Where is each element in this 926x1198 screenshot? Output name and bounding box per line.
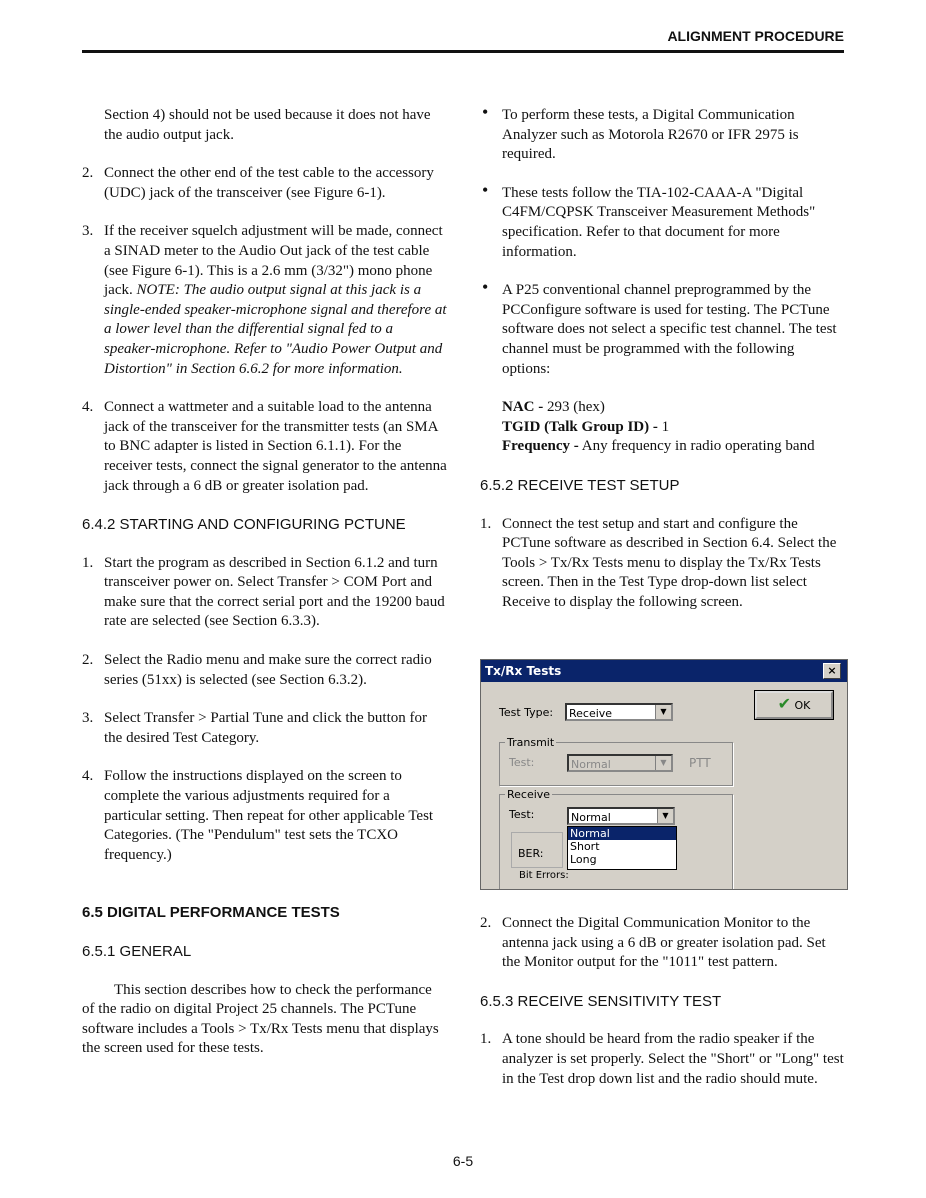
item-number: 2.: [480, 915, 492, 931]
page-number: 6-5: [452, 1153, 474, 1169]
list-item: [82, 651, 447, 690]
item-text: Connect the Digital Communication Monitor to the antenna jack using a 6 dB or greater isolation pad. Set the Monitor output for the "1011" test pattern.: [502, 915, 826, 971]
right-column-lower: [480, 914, 845, 1108]
bit-errors-label: Bit Errors:: [519, 870, 569, 881]
left-column: [82, 106, 447, 1059]
list-item: [82, 709, 447, 748]
txrx-tests-dialog: [480, 659, 848, 890]
item-number: 2.: [82, 652, 94, 669]
section-heading-642: 6.4.2 STARTING AND CONFIGURING PCTUNE: [82, 516, 406, 534]
item-number: 4.: [82, 399, 94, 416]
test-type-label: Test Type:: [499, 706, 554, 719]
ok-button[interactable]: [755, 691, 833, 719]
receive-test-value: Normal: [571, 811, 611, 824]
bullet-text: These tests follow the TIA-102-CAAA-A "Digital C4FM/CQPSK Transceiver Measurement Methods" specification. Refer to that document for more information.: [502, 184, 816, 260]
list-item: [480, 515, 845, 613]
chevron-down-icon[interactable]: ▼: [655, 756, 671, 770]
item-number: 1.: [82, 554, 94, 571]
option-value: 293 (hex): [547, 399, 605, 416]
item-text: Select Transfer > Partial Tune and click the button for the desired Test Category.: [104, 710, 427, 746]
option-nac: [480, 398, 845, 418]
option-value: 1: [661, 418, 670, 435]
bullet-text: A P25 conventional channel preprogrammed by the PCConfigure software is used for testing. The PCTune software does not select a specific test channel. The test channel must be programmed with the following options:: [502, 282, 837, 377]
section-heading-652: 6.5.2 RECEIVE TEST SETUP: [480, 476, 680, 494]
list-item: [480, 1030, 845, 1089]
item-number: 1.: [480, 515, 492, 532]
bullet-item: [480, 277, 845, 379]
item-text: Select the Radio menu and make sure the correct radio series (51xx) is selected (see Section 6.3.2).: [104, 652, 432, 688]
close-icon[interactable]: ×: [823, 663, 841, 679]
option-label: NAC -: [502, 399, 544, 416]
item-number: 1.: [480, 1031, 492, 1048]
bullet-symbol: •: [482, 102, 489, 122]
bullet-item: [480, 102, 845, 165]
receive-test-select[interactable]: [567, 807, 675, 825]
list-item: [82, 398, 447, 496]
ber-box: [511, 832, 563, 868]
receive-group-label: Receive: [507, 788, 551, 801]
test-type-value: Receive: [569, 707, 613, 720]
general-paragraph: This section describes how to check the performance of the radio on digital Project 25 channels. The PCTune software includes a Tools > Tx/Rx Tests menu that displays the screen used for these tests.: [82, 981, 439, 1057]
page-header: [82, 28, 844, 53]
option-tgid: [480, 418, 845, 438]
item-text: Connect the other end of the test cable to the accessory (UDC) jack of the transceiver (see Figure 6-1).: [104, 165, 434, 201]
list-item: [480, 914, 845, 973]
ptt-label: PTT: [689, 756, 711, 770]
dropdown-option[interactable]: Short: [570, 840, 600, 853]
item-text: A tone should be heard from the radio speaker if the analyzer is set properly. Select the "Short" or "Long" test in the Test drop down list and the radio should mute.: [502, 1031, 844, 1087]
section-heading-653: 6.5.3 RECEIVE SENSITIVITY TEST: [480, 992, 722, 1010]
item-text: Start the program as described in Section 6.1.2 and turn transceiver power on. Select Transfer > COM Port and make sure that the correct serial port and the 19200 baud rate are selected (see Section 6.3.3).: [104, 554, 445, 630]
dialog-title-bar: [481, 660, 847, 682]
transmit-test-value: Normal: [571, 758, 611, 771]
ber-label: BER:: [518, 847, 544, 860]
right-column: [480, 102, 845, 631]
bullet-item: [480, 179, 845, 262]
bullet-text: To perform these tests, a Digital Communication Analyzer such as Motorola R2670 or IFR 2975 is required.: [502, 107, 799, 163]
bullet-symbol: •: [482, 179, 489, 200]
item-number: 2.: [82, 165, 94, 182]
receive-test-dropdown: [567, 826, 677, 870]
list-item: [82, 222, 447, 379]
chevron-down-icon[interactable]: ▼: [655, 705, 671, 719]
transmit-group-label: Transmit: [507, 736, 555, 749]
section-heading-651: 6.5.1 GENERAL: [82, 943, 192, 960]
header-title: ALIGNMENT PROCEDURE: [667, 28, 844, 44]
chevron-down-icon[interactable]: ▼: [657, 809, 673, 823]
item-number: 3.: [82, 710, 94, 727]
option-label: Frequency -: [502, 438, 579, 455]
list-item: [82, 554, 447, 632]
option-label: TGID (Talk Group ID) -: [502, 418, 658, 435]
dialog-title: Tx/Rx Tests: [485, 664, 562, 678]
option-value: Any frequency in radio operating band: [581, 438, 815, 455]
test-type-select[interactable]: [565, 703, 673, 721]
dropdown-option[interactable]: Normal: [568, 827, 676, 840]
dropdown-option[interactable]: Long: [570, 853, 597, 866]
check-icon: ✔: [777, 694, 792, 713]
item-text: If the receiver squelch adjustment will be made, connect a SINAD meter to the Audio Out jack of the test cable (see Figure 6-1). This is a 2.6 mm (3/32") mono phone jack.: [104, 223, 443, 299]
item-number: 3.: [82, 223, 94, 240]
ok-label: OK: [794, 699, 811, 712]
transmit-test-select[interactable]: [567, 754, 673, 772]
bullet-symbol: •: [482, 277, 489, 298]
transmit-test-label: Test:: [509, 756, 535, 769]
section-heading-65: 6.5 DIGITAL PERFORMANCE TESTS: [82, 904, 340, 922]
continued-paragraph: Section 4) should not be used because it does not have the audio output jack.: [104, 107, 431, 143]
option-frequency: [480, 437, 845, 457]
item-note: NOTE: The audio output signal at this jack is a single-ended speaker-microphone signal and therefore at a lower level than the differential signal fed to a speaker-microphone. Refer to "Audio Power Output and Distortion" in Section 6.6.2 for more information.: [104, 282, 447, 377]
item-text: Connect a wattmeter and a suitable load to the antenna jack of the transceiver for the transmitter tests (an SMA to BNC adapter is listed in Section 6.1.1). For the receiver tests, connect the signal generator to the antenna jack through a 6 dB or greater isolation pad.: [104, 399, 447, 494]
item-text: Connect the test setup and start and configure the PCTune software as described in Section 6.4. Select the Tools > Tx/Rx Tests menu to display the Tx/Rx Tests screen. Then in the Test Type drop-down list select Receive to display the following screen.: [502, 515, 837, 610]
receive-test-label: Test:: [509, 808, 535, 821]
item-text: Follow the instructions displayed on the screen to complete the various adjustments required for a particular setting. Then repeat for other applicable Test Categories. (The "Pendulum" test sets the TCXO frequency.): [104, 768, 434, 863]
page-footer: [0, 1153, 926, 1169]
list-item: [82, 767, 447, 865]
list-item: [82, 164, 447, 203]
item-number: 4.: [82, 768, 94, 785]
